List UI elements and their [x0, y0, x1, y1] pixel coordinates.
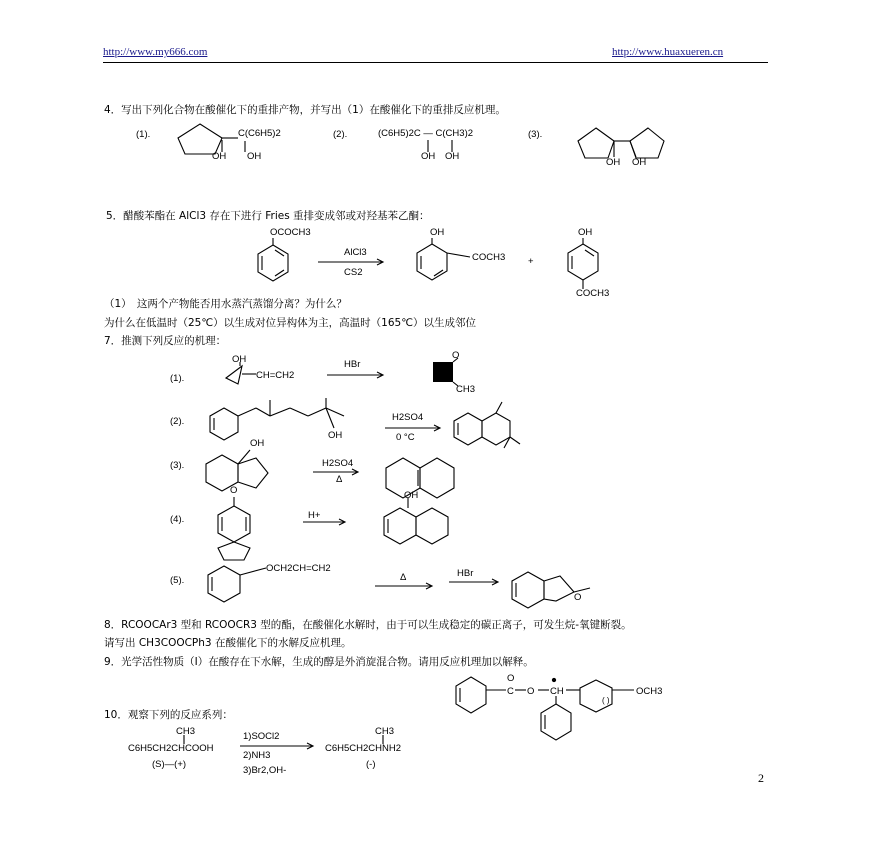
q7-5-reagent1: Δ — [400, 572, 407, 583]
q10-reactant-config: (S)—(+) — [152, 759, 187, 770]
q7-2-structure — [210, 398, 520, 448]
q4-item1-oh2: OH — [247, 151, 262, 162]
q10-structure — [184, 735, 383, 749]
q9-o: O — [527, 686, 535, 697]
q9-och3: OCH3 — [636, 686, 663, 697]
q4-item2-label: (2). — [333, 129, 348, 140]
q7-1-reagent: HBr — [344, 359, 361, 370]
q4-item3-label: (3). — [528, 129, 543, 140]
q7-4-reagent: H+ — [308, 510, 321, 521]
q10-reactant: C6H5CH2CHCOOH — [128, 743, 214, 754]
q7-3-oh: OH — [250, 438, 265, 449]
q10-product-config: (-) — [366, 759, 376, 770]
q7-5-reagent2: HBr — [457, 568, 474, 579]
q7-4-o: O — [230, 485, 238, 496]
q9-ch: CH — [550, 686, 564, 697]
q8-line2: 请写出 CH3COOCPh3 在酸催化下的水解反应机理。 — [104, 637, 352, 649]
q4-item2-formula: (C6H5)2C — C(CH3)2 — [378, 128, 474, 139]
q7-item5-label: (5). — [170, 575, 185, 586]
header-right-link[interactable]: http://www.huaxueren.cn — [612, 46, 724, 58]
q9-paren: ( ) — [602, 696, 610, 705]
q4-item2-oh2: OH — [445, 151, 460, 162]
q5-product2 — [568, 238, 598, 289]
q5-reagent-top: AlCl3 — [344, 247, 367, 258]
q5-reactant-group: OCOCH3 — [270, 227, 311, 238]
q4-item1-label: (1). — [136, 129, 151, 140]
q7-4-structure — [218, 497, 448, 560]
q7-1-vinyl: CH=CH2 — [256, 370, 295, 381]
q5-p2-coch3: COCH3 — [576, 288, 610, 299]
q7-item3-label: (3). — [170, 460, 185, 471]
q5-answer: 为什么在低温时（25℃）以生成对位异构体为主，高温时（165℃）以生成邻位 — [104, 317, 476, 329]
q8-line1: 8．RCOOCAr3 型和 RCOOCR3 型的酯，在酸催化水解时，由于可以生成稳定的碳正离子，可发生烷-氧键断裂。 — [104, 619, 632, 631]
q4-2-structure — [428, 140, 452, 152]
q4-1-structure — [178, 124, 245, 154]
q10-step3: 3)Br2,OH- — [243, 765, 287, 776]
q4-item3-oh2: OH — [632, 157, 647, 168]
q7-5-product-o: O — [574, 592, 582, 603]
q7-text: 7．推测下列反应的机理： — [104, 335, 227, 347]
q4-3-structure — [578, 128, 664, 158]
q7-3-reagent-bottom: Δ — [336, 474, 343, 485]
q7-1-oh: OH — [232, 354, 247, 365]
q5-product1 — [417, 238, 470, 280]
q5-subquestion: （1） 这两个产物能否用水蒸汽蒸馏分离？为什么？ — [104, 298, 347, 310]
q5-plus: + — [528, 256, 534, 267]
q7-2-reagent-top: H2SO4 — [392, 412, 424, 423]
q7-5-structure — [208, 566, 590, 608]
header-left-link[interactable]: http://www.my666.com — [103, 46, 208, 58]
q4-item3-oh1: OH — [606, 157, 621, 168]
q4-item2-oh1: OH — [421, 151, 436, 162]
q7-1-structure — [226, 358, 458, 386]
q7-3-reagent-top: H2SO4 — [322, 458, 354, 469]
q7-item1-label: (1). — [170, 373, 185, 384]
q10-product: C6H5CH2CHNH2 — [325, 743, 402, 754]
q5-text: 5．醋酸苯酯在 AlCl3 存在下进行 Fries 重排变成邻或对羟基苯乙酮： — [106, 210, 430, 222]
page-number: 2 — [758, 771, 764, 785]
q5-p1-oh: OH — [430, 227, 445, 238]
q4-text: 4．写出下列化合物在酸催化下的重排产物，并写出（1）在酸催化下的重排反应机理。 — [104, 104, 506, 116]
q7-1-o: O — [452, 350, 460, 361]
q9-text: 9．光学活性物质（Ⅰ）在酸存在下水解，生成的醇是外消旋混合物。请用反应机理加以解释。 — [104, 656, 534, 668]
q5-p1-coch3: COCH3 — [472, 252, 506, 263]
q5-reactant — [258, 238, 383, 281]
q7-2-reagent-bottom: 0 °C — [396, 432, 415, 443]
q7-2-oh: OH — [328, 430, 343, 441]
q10-product-top: CH3 — [375, 726, 395, 737]
q10-text: 10．观察下列的反应系列： — [104, 709, 233, 721]
q9-structure — [456, 677, 634, 740]
q10-step1: 1)SOCl2 — [243, 731, 280, 742]
q7-4-oh: OH — [404, 490, 419, 501]
q9-o-top: O — [507, 673, 515, 684]
q7-3-structure — [206, 450, 454, 498]
q9-c: C — [507, 686, 514, 697]
q4-item1-group: C(C6H5)2 — [238, 128, 281, 139]
q7-item2-label: (2). — [170, 416, 185, 427]
q7-item4-label: (4). — [170, 514, 185, 525]
q4-item1-oh1: OH — [212, 151, 227, 162]
q7-1-ch3: CH3 — [456, 384, 476, 395]
q10-step2: 2)NH3 — [243, 750, 271, 761]
q10-reactant-top: CH3 — [176, 726, 196, 737]
q5-p2-oh: OH — [578, 227, 593, 238]
q7-5-group: OCH2CH=CH2 — [266, 563, 331, 574]
q5-reagent-bottom: CS2 — [344, 267, 363, 278]
